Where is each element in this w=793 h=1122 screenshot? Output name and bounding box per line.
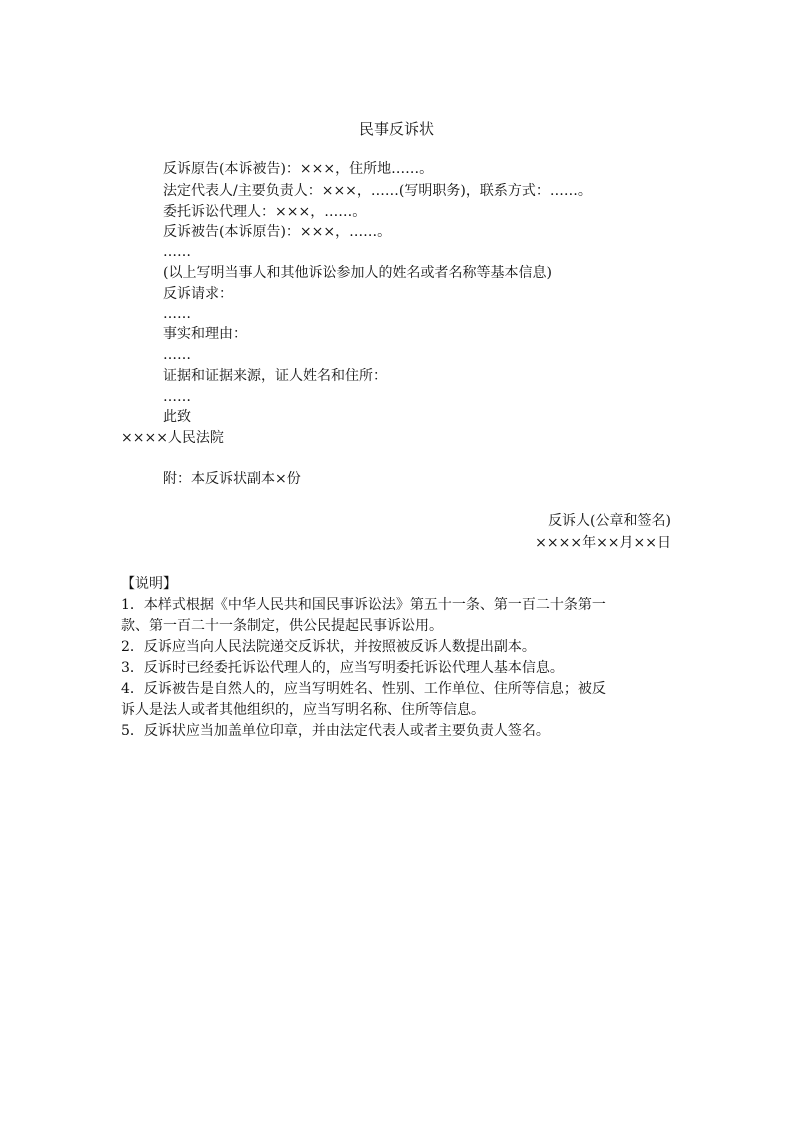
note-line: 1．本样式根据《中华人民共和国民事诉讼法》第五十一条、第一百二十条第一 <box>121 597 606 613</box>
note-line: 款、第一百二十一条制定，供公民提起民事诉讼用。 <box>121 618 443 634</box>
note-line: 2．反诉应当向人民法院递交反诉状，并按照被反诉人数提出副本。 <box>121 639 536 655</box>
ellipsis-line: …… <box>163 306 191 322</box>
attachment-line: 附：本反诉状副本×份 <box>163 471 301 487</box>
agent-line: 委托诉讼代理人：×××，……。 <box>163 204 367 220</box>
ellipsis-line: …… <box>163 347 191 363</box>
ellipsis-line: …… <box>163 244 191 260</box>
facts-label: 事实和理由： <box>163 326 247 342</box>
note-line: 诉人是法人或者其他组织的，应当写明名称、住所等信息。 <box>121 702 485 718</box>
evidence-label: 证据和证据来源，证人姓名和住所： <box>163 368 387 384</box>
counter-plaintiff-line: 反诉原告(本诉被告)：×××，住所地……。 <box>163 161 434 177</box>
ellipsis-line: …… <box>163 389 191 405</box>
document-title: 民事反诉状 <box>358 120 434 138</box>
parties-note-line: (以上写明当事人和其他诉讼参加人的姓名或者名称等基本信息) <box>163 265 552 281</box>
court-name: ××××人民法院 <box>121 430 224 446</box>
note-line: 4．反诉被告是自然人的，应当写明姓名、性别、工作单位、住所等信息；被反 <box>121 681 606 697</box>
claims-label: 反诉请求： <box>163 286 233 302</box>
note-line: 3．反诉时已经委托诉讼代理人的，应当写明委托诉讼代理人基本信息。 <box>121 660 564 676</box>
salutation: 此致 <box>163 409 191 425</box>
date-line: ××××年××月××日 <box>535 535 671 551</box>
notes-heading: 【说明】 <box>121 576 177 592</box>
counter-defendant-line: 反诉被告(本诉原告)：×××，……。 <box>163 224 392 240</box>
legal-rep-line: 法定代表人/主要负责人：×××，……(写明职务)，联系方式：……。 <box>163 183 592 199</box>
signer-line: 反诉人(公章和签名) <box>548 513 671 529</box>
note-line: 5．反诉状应当加盖单位印章，并由法定代表人或者主要负责人签名。 <box>121 723 550 739</box>
